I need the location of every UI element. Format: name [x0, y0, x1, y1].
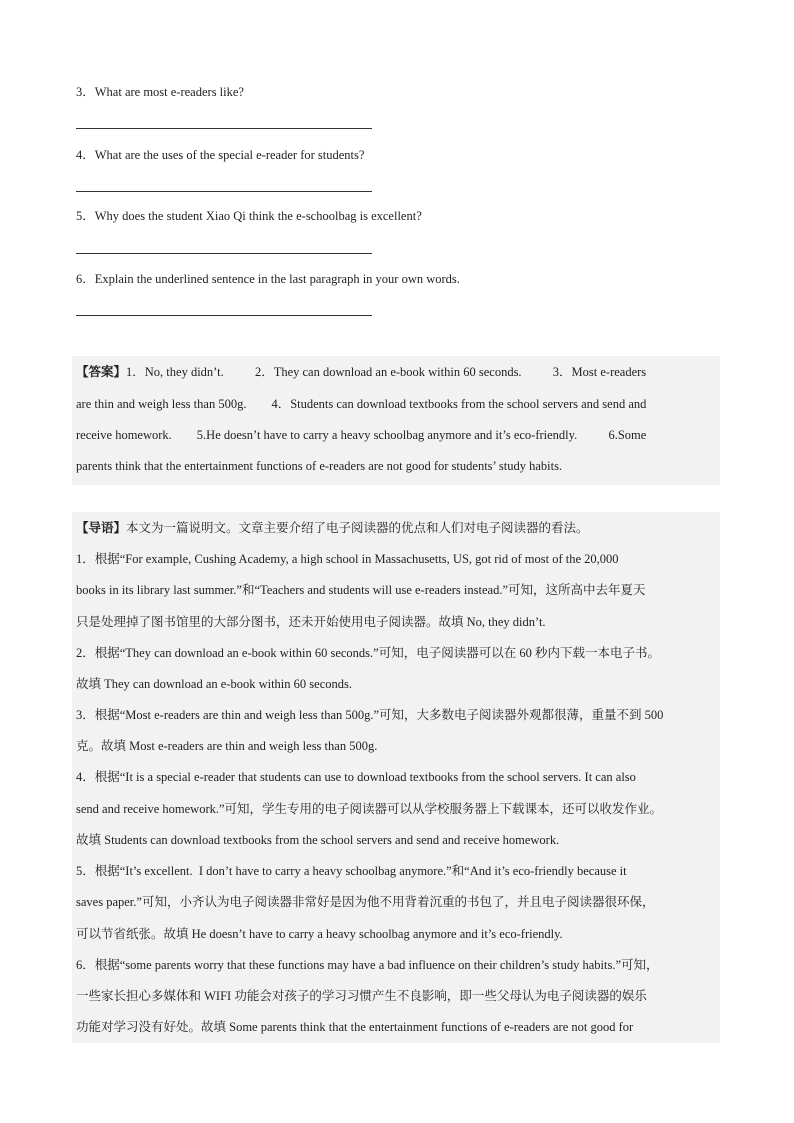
answer-line-1 — [76, 364, 720, 380]
guide-line-3: 只是处理掉了图书馆里的大部分图书，还未开始使用电子阅读器。故填 No, they didn’t. — [76, 615, 546, 629]
question-4: 4．What are the uses of the special e-reader for students? — [76, 148, 365, 162]
guide-line-11: 5．根据“It’s excellent. I don’t have to carry a heavy schoolbag anymore.”和“And it’s eco-friendly because it — [76, 864, 627, 878]
guide-line-7: 克。故填 Most e-readers are thin and weigh less than 500g. — [76, 739, 378, 753]
guide-line-12: saves paper.”可知，小齐认为电子阅读器非常好是因为他不用背着沉重的书包了，并且电子阅读器很环保， — [76, 895, 655, 909]
guide-line-13: 可以节省纸张。故填 He doesn’t have to carry a heavy schoolbag anymore and it’s eco-friendly. — [76, 927, 563, 941]
guide-line-1: 1．根据“For example, Cushing Academy, a high school in Massachusetts, US, got rid of most of the 20,000 — [76, 552, 619, 566]
guide-line-4: 2．根据“They can download an e-book within 60 seconds.”可知，电子阅读器可以在 60 秒内下载一本电子书。 — [76, 646, 660, 660]
guide-line-10: 故填 Students can download textbooks from the school servers and send and receive homework. — [76, 833, 560, 847]
question-5: 5．Why does the student Xiao Qi think the e-schoolbag is excellent? — [76, 209, 422, 223]
question-6: 6．Explain the underlined sentence in the last paragraph in your own words. — [76, 272, 460, 286]
answer-blank-3 — [76, 128, 372, 129]
answer-blank-6 — [76, 315, 372, 316]
answer-line-2: are thin and weigh less than 500g. 4．Students can download textbooks from the school servers and send and — [76, 397, 647, 411]
guide-line-15: 一些家长担心多媒体和 WIFI 功能会对孩子的学习习惯产生不良影响，即一些父母认为电子阅读器的娱乐 — [76, 989, 647, 1003]
guide-intro: 本文为一篇说明文。文章主要介绍了电子阅读器的优点和人们对电子阅读器的看法。 — [126, 521, 589, 535]
answer-text-1: 1．No, they didn’t. 2．They can download an e-book within 60 seconds. 3．Most e-readers — [126, 365, 647, 379]
answer-line-3: receive homework. 5.He doesn’t have to carry a heavy schoolbag anymore and it’s eco-friendly. 6.Some — [76, 428, 647, 442]
guide-line-8: 4．根据“It is a special e-reader that students can use to download textbooks from the school servers. It can also — [76, 770, 636, 784]
guide-line-14: 6．根据“some parents worry that these functions may have a bad influence on their children’s study habits.”可知， — [76, 958, 659, 972]
guide-line-9: send and receive homework.”可知，学生专用的电子阅读器可以从学校服务器上下载课本，还可以收发作业。 — [76, 802, 663, 816]
guide-line-6: 3．根据“Most e-readers are thin and weigh less than 500g.”可知，大多数电子阅读器外观都很薄，重量不到 500 — [76, 708, 664, 722]
guide-line-5: 故填 They can download an e-book within 60 seconds. — [76, 677, 352, 691]
guide-line-16: 功能对学习没有好处。故填 Some parents think that the entertainment functions of e-readers are not good for — [76, 1020, 634, 1034]
guide-label: 【导语】 — [76, 521, 127, 535]
guide-intro-line — [76, 520, 720, 536]
guide-line-2: books in its library last summer.”和“Teachers and students will use e-readers instead.”可知，这所高中去年夏天 — [76, 583, 646, 597]
answer-blank-4 — [76, 191, 372, 192]
answer-line-4: parents think that the entertainment functions of e-readers are not good for students’ study habits. — [76, 459, 563, 473]
question-3: 3．What are most e-readers like? — [76, 85, 244, 99]
answer-label: 【答案】 — [76, 365, 127, 379]
answer-blank-5 — [76, 253, 372, 254]
